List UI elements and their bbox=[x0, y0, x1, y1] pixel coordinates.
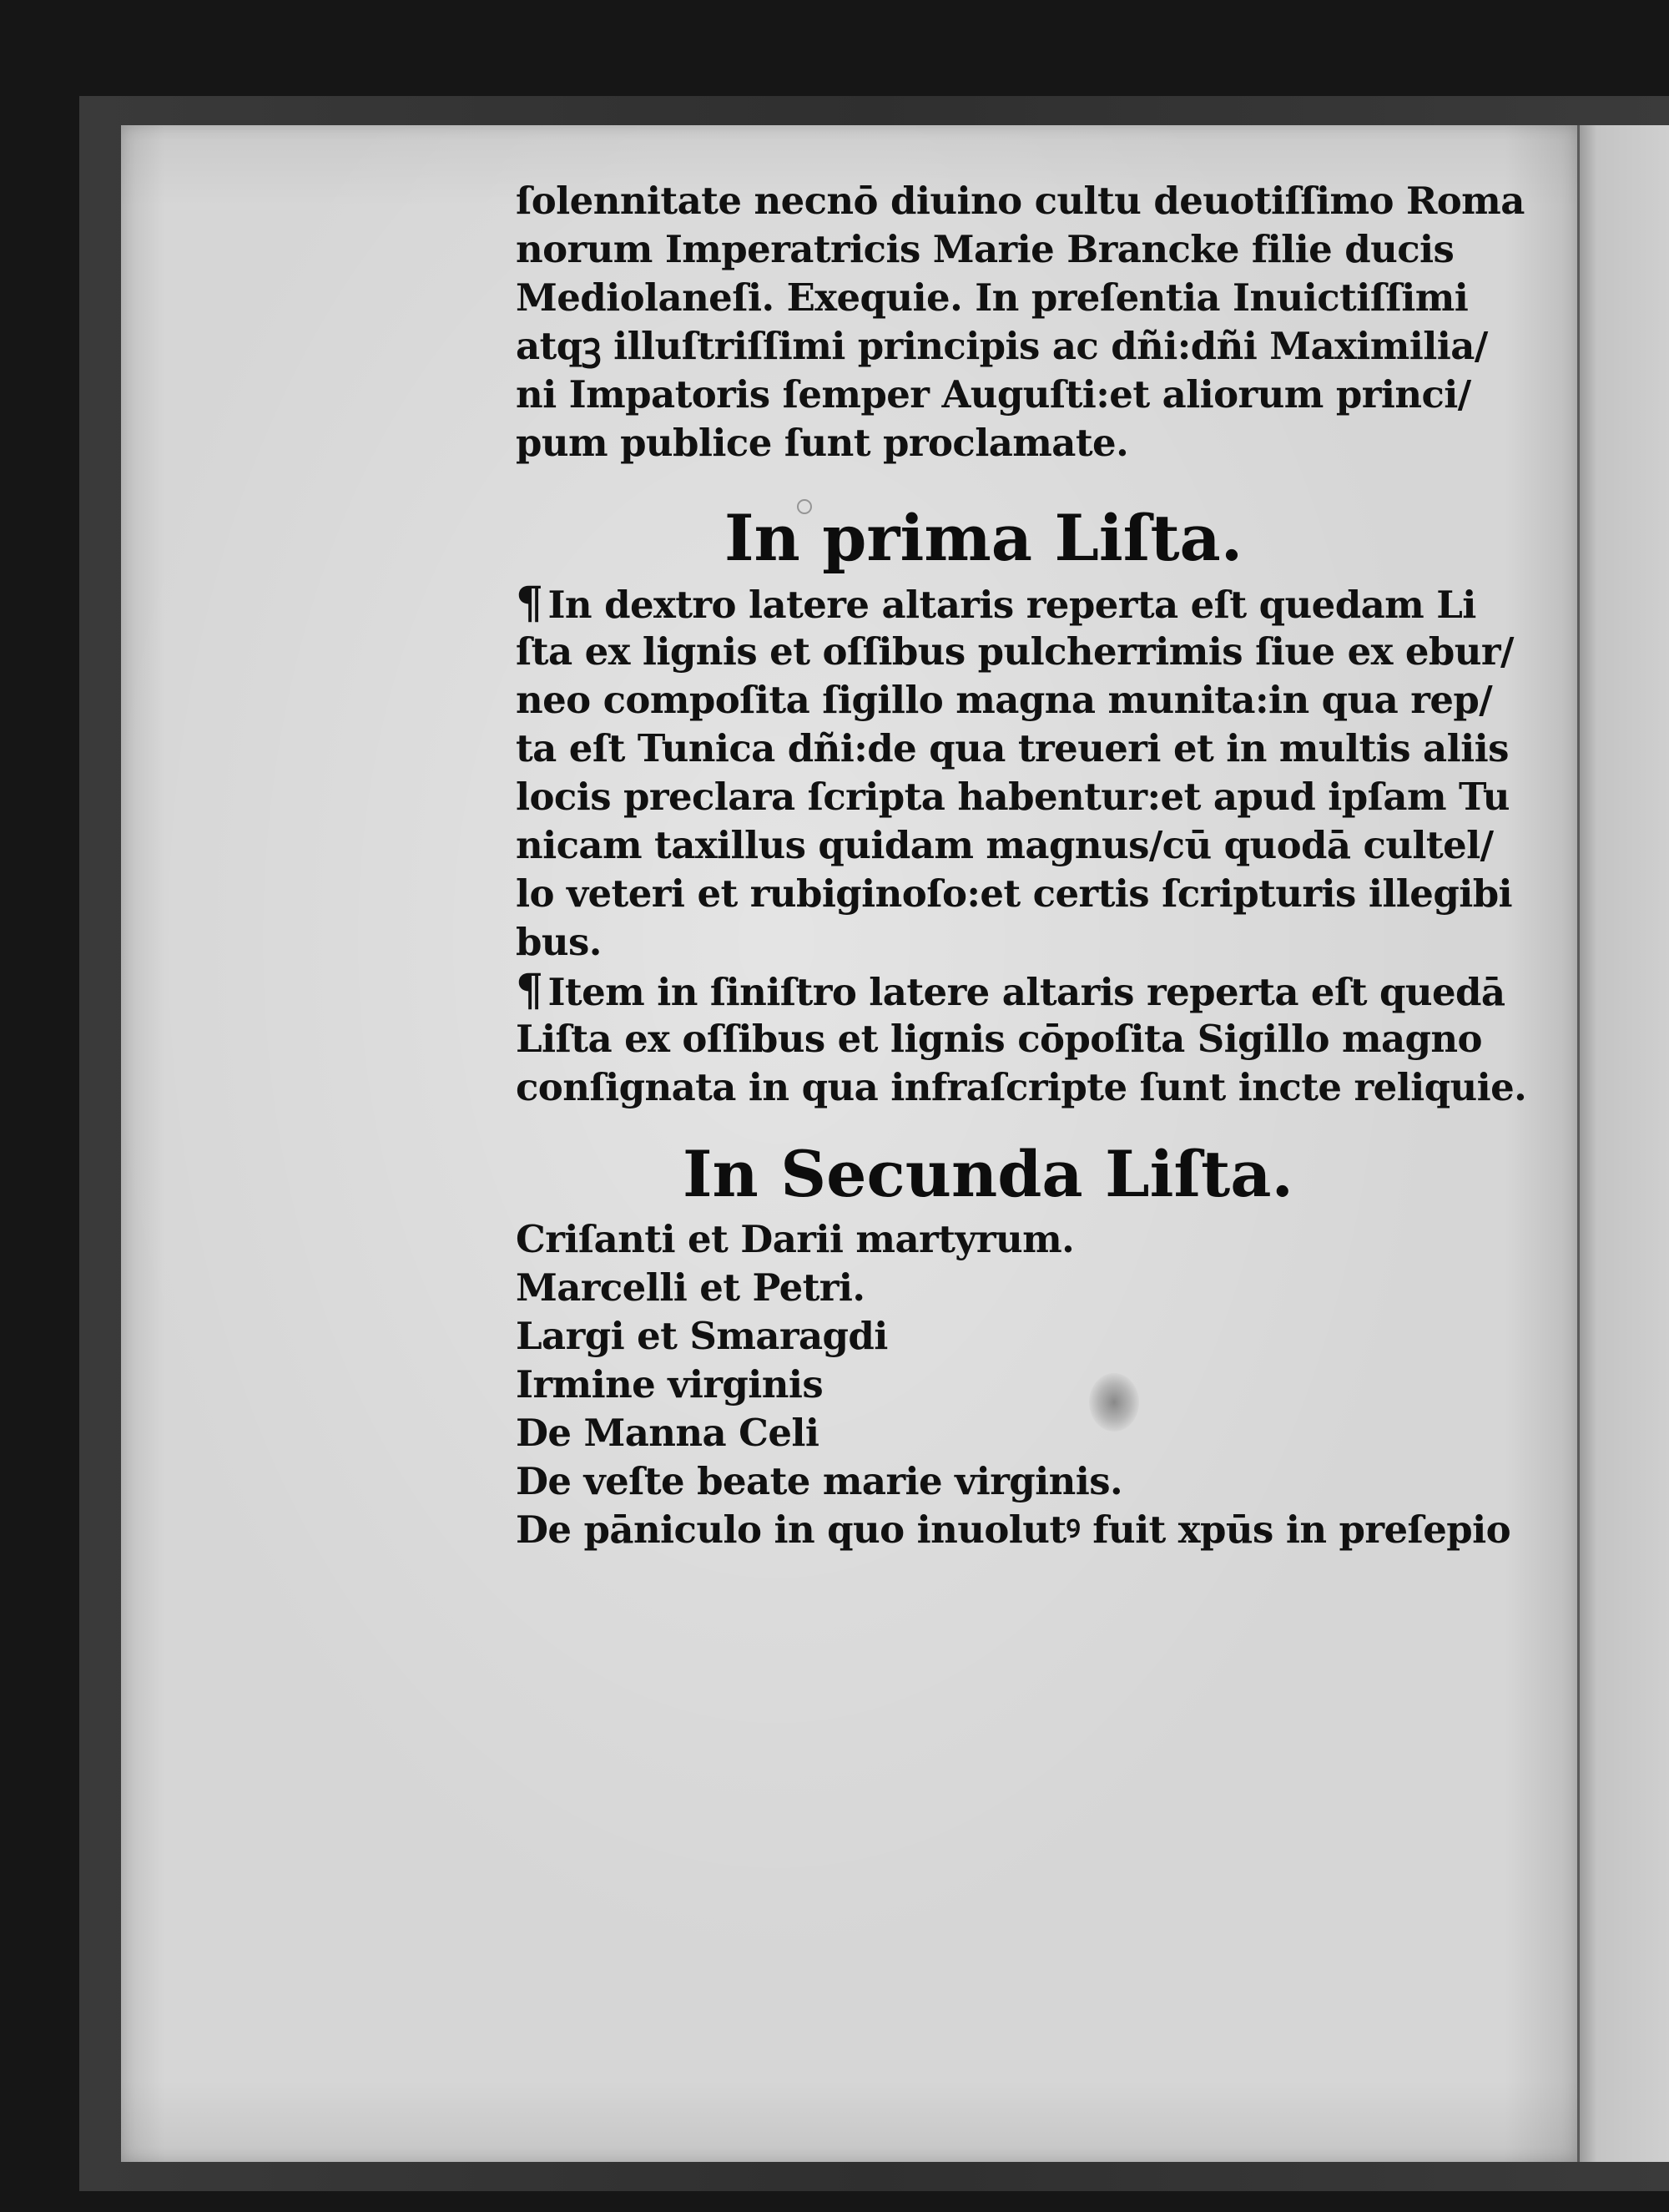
text-line: bus. bbox=[516, 920, 602, 964]
list-item: Criſanti et Darii martyrum. bbox=[516, 1217, 1075, 1261]
list-item: De Manna Celi bbox=[516, 1411, 819, 1455]
text-line bbox=[516, 965, 1505, 1016]
list-item: De veſte beate marie virginis. bbox=[516, 1459, 1123, 1503]
text-line: nicam taxillus quidam magnus/cū quodā cultel/ bbox=[516, 823, 1494, 867]
list-item: Irmine virginis bbox=[516, 1362, 824, 1406]
text-line: conſignata in qua infraſcripte ſunt incte reliquie. bbox=[516, 1065, 1527, 1109]
text-line: ta eſt Tunica dñi:de qua treueri et in multis aliis bbox=[516, 726, 1509, 770]
text-line bbox=[516, 578, 1476, 629]
paragraph-prima bbox=[516, 578, 1514, 967]
text-line: Liſta ex oſſibus et lignis cōpoſita Sigillo magno bbox=[516, 1017, 1482, 1061]
section-heading-prima: In prima Liſta. bbox=[724, 501, 1243, 575]
text-line: Mediolaneſi. Exequie. In preſentia Inuictiſſimi bbox=[516, 275, 1469, 320]
text-line: neo compoſita ſigillo magna munita:in qua rep/ bbox=[516, 678, 1493, 722]
printed-text-block bbox=[516, 177, 1527, 1554]
text-line: ſta ex lignis et oſſibus pulcherrimis ſiue ex ebur/ bbox=[516, 629, 1514, 674]
pilcrow-mark: ¶ bbox=[516, 965, 543, 1016]
text-line: norum Imperatricis Marie Brancke filie ducis bbox=[516, 227, 1455, 271]
intro-paragraph bbox=[516, 177, 1525, 467]
text-line: locis preclara ſcripta habentur:et apud ipſam Tu bbox=[516, 775, 1510, 819]
list-item: Marcelli et Petri. bbox=[516, 1265, 865, 1310]
section-heading-secunda: In Secunda Liſta. bbox=[683, 1137, 1293, 1211]
page-gutter bbox=[1577, 125, 1580, 2162]
text-line: ſolennitate necnō diuino cultu deuotiſſimo Roma bbox=[516, 179, 1525, 223]
text-line-content: Item in ſiniſtro latere altaris reperta eſt quedā bbox=[547, 970, 1505, 1014]
list-item: Largi et Smaragdi bbox=[516, 1314, 888, 1358]
text-line: atqꝫ illuſtriſſimi principis ac dñi:dñi Maximilia/ bbox=[516, 324, 1488, 368]
paragraph-item bbox=[516, 965, 1527, 1112]
facing-page-edge bbox=[1579, 125, 1669, 2162]
text-line-content: In dextro latere altaris reperta eſt quedam Li bbox=[547, 583, 1476, 627]
text-line: ni Impatoris ſemper Auguſti:et aliorum princi/ bbox=[516, 372, 1471, 417]
list-item: De pāniculo in quo inuolutꝰ fuit xpūs in preſepio bbox=[516, 1507, 1511, 1552]
relic-list bbox=[516, 1215, 1511, 1554]
pilcrow-mark: ¶ bbox=[516, 578, 543, 629]
text-line: lo veteri et rubiginoſo:et certis ſcripturis illegibi bbox=[516, 871, 1513, 916]
text-line: pum publice ſunt proclamate. bbox=[516, 421, 1129, 465]
